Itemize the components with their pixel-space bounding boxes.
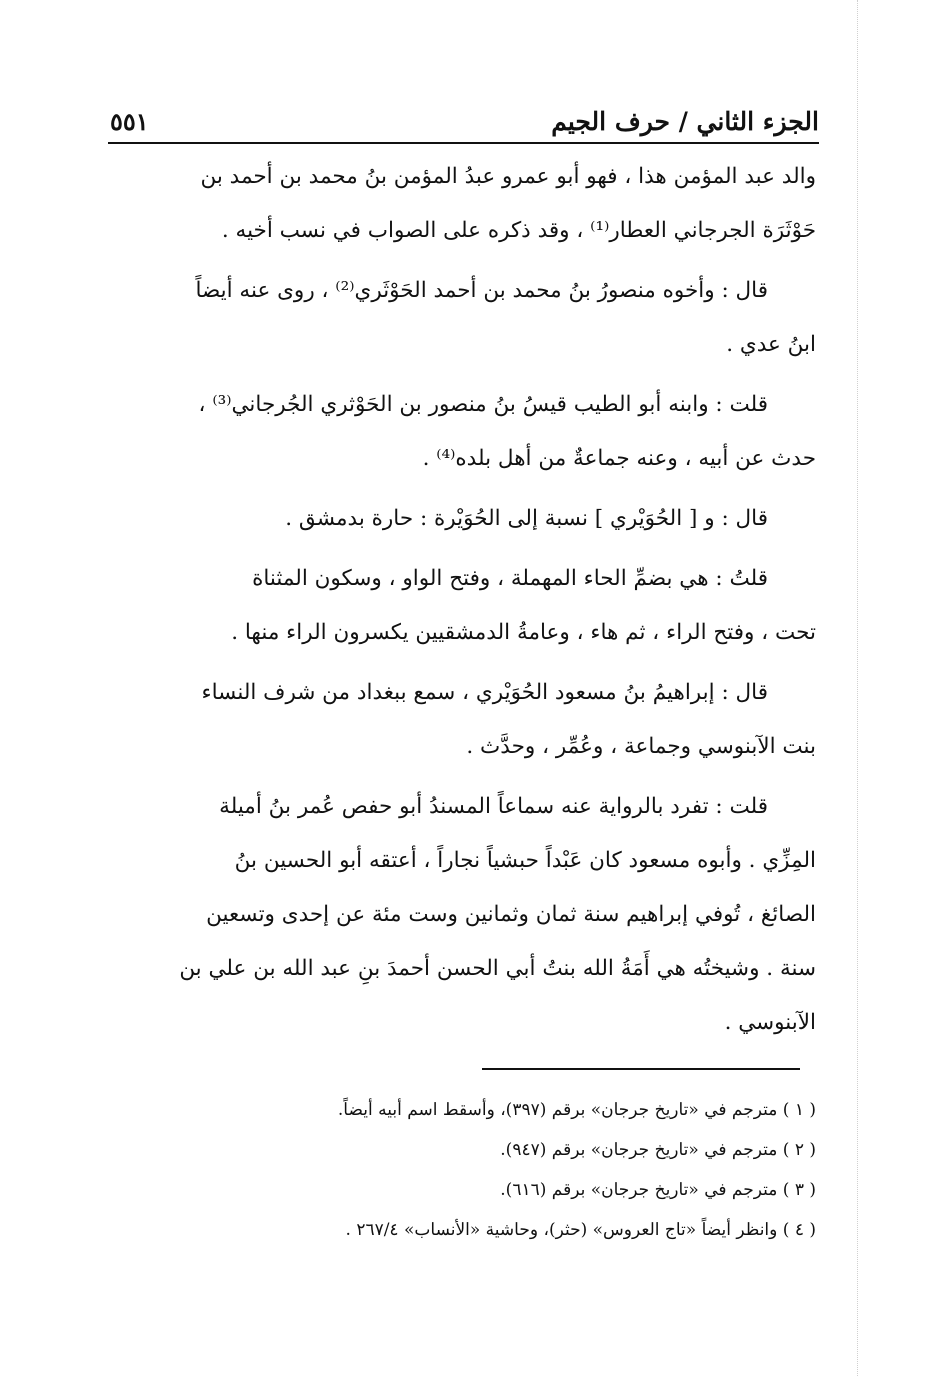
- text-line: قال : و [ الحُوَيْري ] نسبة إلى الحُوَيْرة : حارة بدمشق .: [285, 506, 768, 531]
- header-rule: [108, 142, 819, 144]
- running-header: [110, 92, 819, 136]
- paragraph-5: [108, 552, 816, 660]
- footnote-3: ( ٣ ) مترجم في «تاريخ جرجان» برقم (٦١٦).: [500, 1180, 816, 1200]
- footnote-4: ( ٤ ) وانظر أيضاً «تاج العروس» (حثر)، وحاشية «الأنساب» ٢٦٧/٤ .: [345, 1220, 816, 1240]
- paragraph-3: [108, 378, 816, 486]
- footnote-2: ( ٢ ) مترجم في «تاريخ جرجان» برقم (٩٤٧).: [500, 1140, 816, 1160]
- text-line: قلت : تفرد بالرواية عنه سماعاً المسندُ أبو حفص عُمر بنُ أميلة: [219, 794, 768, 819]
- text-line: المِزِّي . وأبوه مسعود كان عَبْداً حبشياً نجاراً ، أعتقه أبو الحسين بنُ: [234, 848, 816, 873]
- scan-edge-dots: [857, 0, 858, 1376]
- paragraph-7: [108, 780, 816, 1050]
- text-line: ابنُ عدي .: [726, 332, 816, 357]
- paragraph-1: [108, 150, 816, 258]
- footnote-1: ( ١ ) مترجم في «تاريخ جرجان» برقم (٣٩٧)، وأسقط اسم أبيه أيضاً.: [337, 1100, 816, 1120]
- text-line: بنت الآبنوسي وجماعة ، وعُمِّر ، وحدَّث .: [466, 734, 816, 759]
- page-number: ٥٥١: [110, 107, 149, 136]
- text-line: تحت ، وفتح الراء ، ثم هاء ، وعامةُ الدمشقيين يكسرون الراء منها .: [231, 620, 816, 645]
- paragraph-6: [108, 666, 816, 774]
- section-title: الجزء الثاني / حرف الجيم: [551, 107, 819, 136]
- text-line: حَوْثَرَة الجرجاني العطار⁽¹⁾ ، وقد ذكره على الصواب في نسب أخيه .: [221, 218, 816, 243]
- text-line: قال : إبراهيمُ بنُ مسعود الحُوَيْري ، سمع ببغداد من شرف النساء: [201, 680, 768, 705]
- footnote-separator: [482, 1068, 800, 1070]
- text-line: قال : وأخوه منصورُ بنُ محمد بن أحمد الحَوْثَري⁽²⁾ ، روى عنه أيضاً: [195, 278, 768, 303]
- text-line: سنة . وشيختُه هي أَمَةُ الله بنتُ أبي الحسن أحمدَ بنِ عبد الله بن علي بن: [179, 956, 816, 981]
- footnotes: [180, 1090, 816, 1250]
- text-line: قلت : وابنه أبو الطيب قيسُ بنُ منصور بن الحَوْثري الجُرجاني⁽³⁾ ،: [198, 392, 768, 417]
- text-line: الآبنوسي .: [724, 1010, 816, 1035]
- paragraph-2: [108, 264, 816, 372]
- paragraph-4: [108, 492, 816, 546]
- main-text: [108, 150, 816, 1050]
- text-line: الصائغ ، تُوفي إبراهيم سنة ثمان وثمانين وست مئة عن إحدى وتسعين: [206, 902, 816, 927]
- text-line: والد عبد المؤمن هذا ، فهو أبو عمرو عبدُ المؤمن بنُ محمد بن أحمد بن: [200, 164, 816, 189]
- text-line: حدث عن أبيه ، وعنه جماعةٌ من أهل بلده⁽⁴⁾ .: [422, 446, 816, 471]
- text-line: قلتُ : هي بضمِّ الحاء المهملة ، وفتح الواو ، وسكون المثناة: [252, 566, 768, 591]
